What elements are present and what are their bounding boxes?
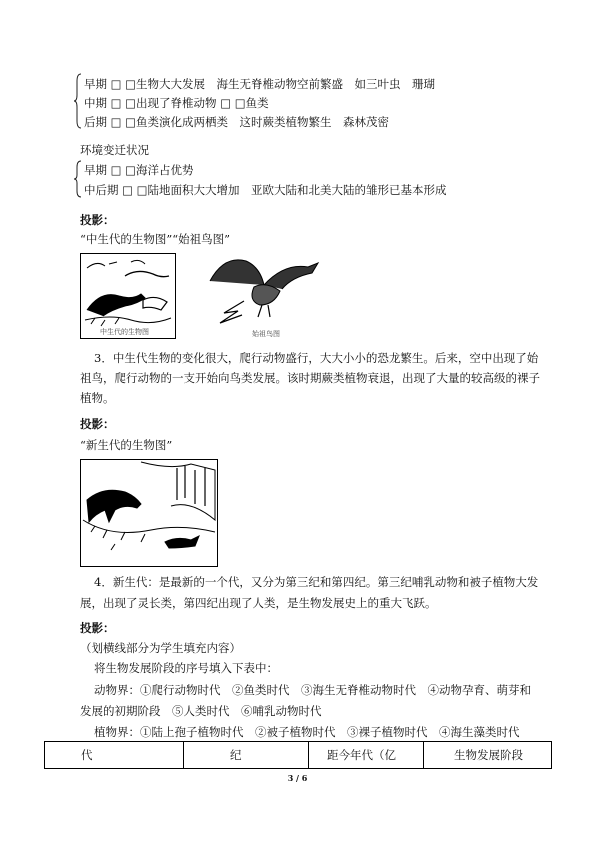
brace-env bbox=[74, 160, 82, 198]
page-number: 3 / 6 bbox=[287, 773, 308, 783]
animal-stages-line1: 动物界：①爬行动物时代 ②鱼类时代 ③海生无脊椎动物时代 ④动物孕育、萌芽和 bbox=[94, 683, 531, 697]
table-header-stage: 生物发展阶段 bbox=[424, 742, 552, 769]
fig-group2-title: “新生代的生物图” bbox=[80, 438, 173, 452]
projection-label-2: 投影： bbox=[80, 417, 115, 431]
animal-stages-line2: 发展的初期阶段 ⑤人类时代 ⑥哺乳动物时代 bbox=[80, 704, 322, 718]
archaeopteryx-figure bbox=[204, 251, 324, 341]
fill-note: （划横线部分为学生填充内容） bbox=[80, 641, 241, 655]
para4-line1: 4．新生代：是最新的一个代，又分为第三纪和第四纪。第三纪哺乳动物和被子植物大发 bbox=[94, 575, 539, 589]
archaeopteryx-figure-caption: 始祖鸟图 bbox=[252, 330, 280, 338]
table-header-period: 纪 bbox=[184, 742, 309, 769]
table-header-row bbox=[45, 742, 552, 769]
projection-label-3: 投影： bbox=[80, 621, 115, 635]
table-header-years: 距今年代（亿 bbox=[309, 742, 424, 769]
mesozoic-figure-caption: 中生代的生物图 bbox=[100, 328, 149, 336]
plant-stages-line: 植物界：①陆上孢子植物时代 ②被子植物时代 ③裸子植物时代 ④海生藻类时代 bbox=[94, 725, 520, 739]
para4-line2: 展，出现了灵长类，第四纪出现了人类，是生物发展史上的重大飞跃。 bbox=[80, 596, 437, 610]
para3-line1: 3．中生代生物的变化很大，爬行动物盛行，大大小小的恐龙繁生。后来，空中出现了始 bbox=[94, 351, 539, 365]
env-line-early: 早期 □ □海洋占优势 bbox=[84, 163, 194, 177]
fig-group1-title: “中生代的生物图”“始祖鸟图” bbox=[80, 232, 231, 246]
para3-line3: 植物。 bbox=[80, 391, 115, 405]
env-line-later: 中后期 □ □陆地面积大大增加 亚欧大陆和北美大陆的雏形已基本形成 bbox=[84, 183, 447, 197]
section1-line-late: 后期 □ □鱼类演化成两栖类 这时蕨类植物繁生 森林茂密 bbox=[84, 115, 390, 129]
para3-line2: 祖鸟，爬行动物的一支开始向鸟类发展。该时期蕨类植物衰退，出现了大量的较高级的裸子 bbox=[80, 371, 540, 385]
table-header-era: 代 bbox=[45, 742, 184, 769]
section1-line-early: 早期 □ □生物大大发展 海生无脊椎动物空前繁盛 如三叶虫 珊瑚 bbox=[84, 77, 436, 91]
projection-label-1: 投影： bbox=[80, 213, 115, 227]
brace-section1 bbox=[74, 73, 82, 129]
era-table bbox=[44, 741, 552, 769]
section1-line-middle: 中期 □ □出现了脊椎动物 □ □鱼类 bbox=[84, 96, 269, 110]
fill-instruction: 将生物发展阶段的序号填入下表中： bbox=[94, 661, 278, 675]
env-title: 环境变迁状况 bbox=[80, 143, 149, 157]
cenozoic-life-figure bbox=[80, 459, 218, 567]
